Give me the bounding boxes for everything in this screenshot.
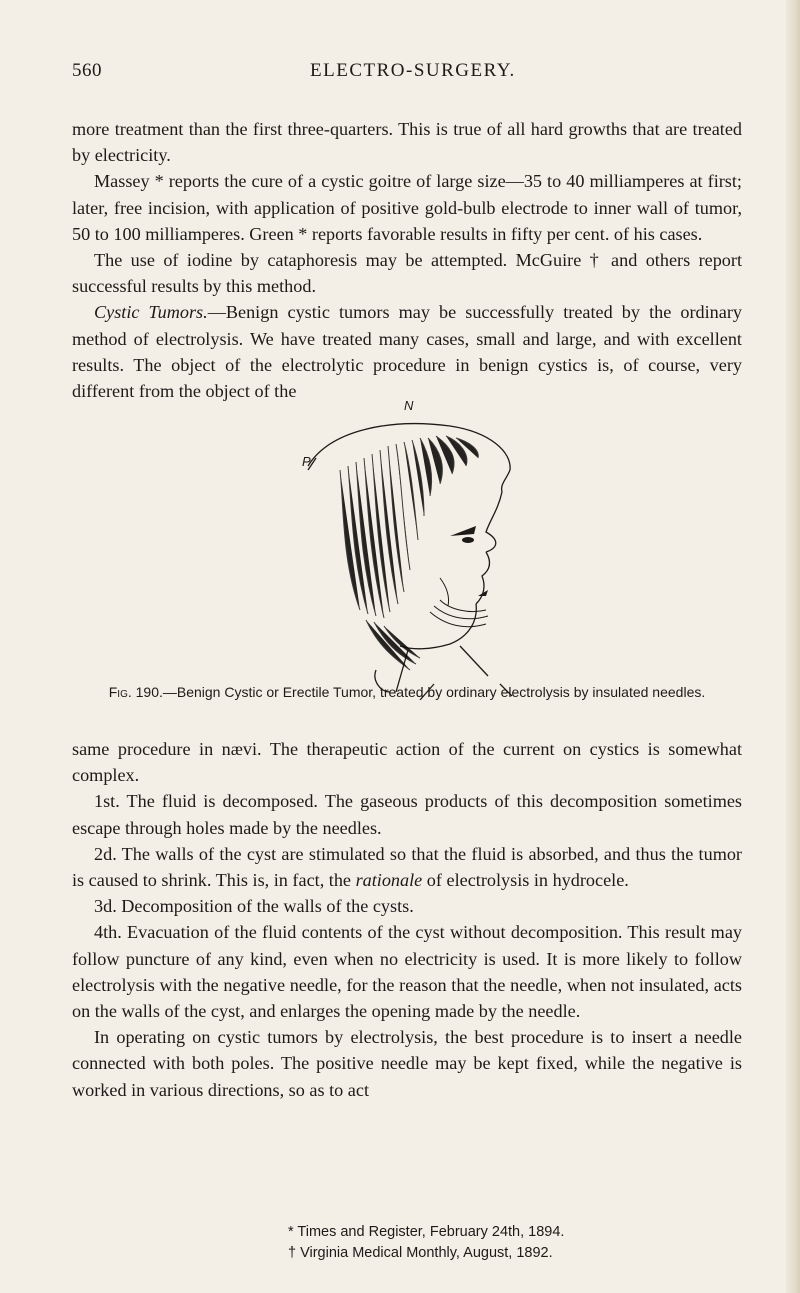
- paragraph-cystic-tumors: [72, 299, 742, 404]
- paragraph-operating: In operating on cystic tumors by electrolysis, the best procedure is to insert a needle connected with both poles. The positive needle may be kept fixed, while the negative is worked in various directions, so as to act: [72, 1027, 742, 1100]
- head-engraving: [300, 400, 540, 700]
- figure-caption: [72, 683, 742, 701]
- footnote-times-register: * Times and Register, February 24th, 1894.: [288, 1224, 565, 1240]
- section-heading-cystic-tumors: Cystic Tumors.: [94, 302, 208, 323]
- paragraph-fourth-point: 4th. Evacuation of the fluid contents of the cyst without decomposition. This result may follow puncture of any kind, even when no electricity is used. It is more likely to follow electrolysis with the negative needle, for the reason that the needle, when not insulated, acts on the walls of the cyst, and enlarges the opening made by the needle.: [72, 922, 742, 1022]
- bottom-text-block: [72, 736, 742, 1103]
- page-edge: [786, 0, 800, 1293]
- paragraph-third-point: 3d. Decomposition of the walls of the cysts.: [94, 896, 414, 917]
- second-point-after: of electrolysis in hydrocele.: [422, 870, 629, 891]
- rationale-term: rationale: [355, 870, 423, 891]
- paragraph-iodine: The use of iodine by cataphoresis may be attempted. McGuire † and others report successful results by this method.: [72, 250, 742, 297]
- figure-label-p: P: [302, 454, 311, 469]
- top-text-block: [72, 116, 742, 404]
- figure-caption-text: —Benign Cystic or Erectile Tumor, treated by ordinary electrolysis by insulated needles.: [162, 684, 706, 700]
- paragraph-massey: Massey * reports the cure of a cystic goitre of large size—35 to 40 milliamperes at first; later, free incision, with application of positive gold-bulb electrode to inner wall of tumor, 50 to 100 milliamperes. Green * reports favorable results in fifty per cent. of his cases.: [72, 171, 742, 244]
- paragraph-second-point: [72, 841, 742, 893]
- figure-label-n: N: [404, 398, 414, 413]
- figure-illustration: [300, 400, 540, 700]
- second-point-before: 2d. The walls of the cyst are stimulated so that the fluid is absorbed, and thus the tumor is caused to shrink. This is, in fact, the: [72, 843, 742, 891]
- figure-caption-label: Fig. 190.: [108, 684, 163, 700]
- paragraph-first-point: 1st. The fluid is decomposed. The gaseous products of this decomposition sometimes escape through holes made by the needles.: [72, 791, 742, 838]
- footnote-virginia-medical: † Virginia Medical Monthly, August, 1892.: [288, 1245, 553, 1261]
- running-title: ELECTRO-SURGERY.: [310, 60, 516, 81]
- paragraph-continuation: more treatment than the first three-quarters. This is true of all hard growths that are treated by electricity.: [72, 119, 742, 166]
- footnotes: [72, 1222, 742, 1264]
- page-number: 560: [72, 60, 102, 81]
- paragraph-naevi: same procedure in nævi. The therapeutic action of the current on cystics is somewhat complex.: [72, 739, 742, 786]
- cystic-tumors-text: —Benign cystic tumors may be successfully treated by the ordinary method of electrolysis. We have treated many cases, small and large, and with excellent results. The object of the electrolytic procedure in benign cystics is, of course, very different from the object of the: [72, 302, 742, 402]
